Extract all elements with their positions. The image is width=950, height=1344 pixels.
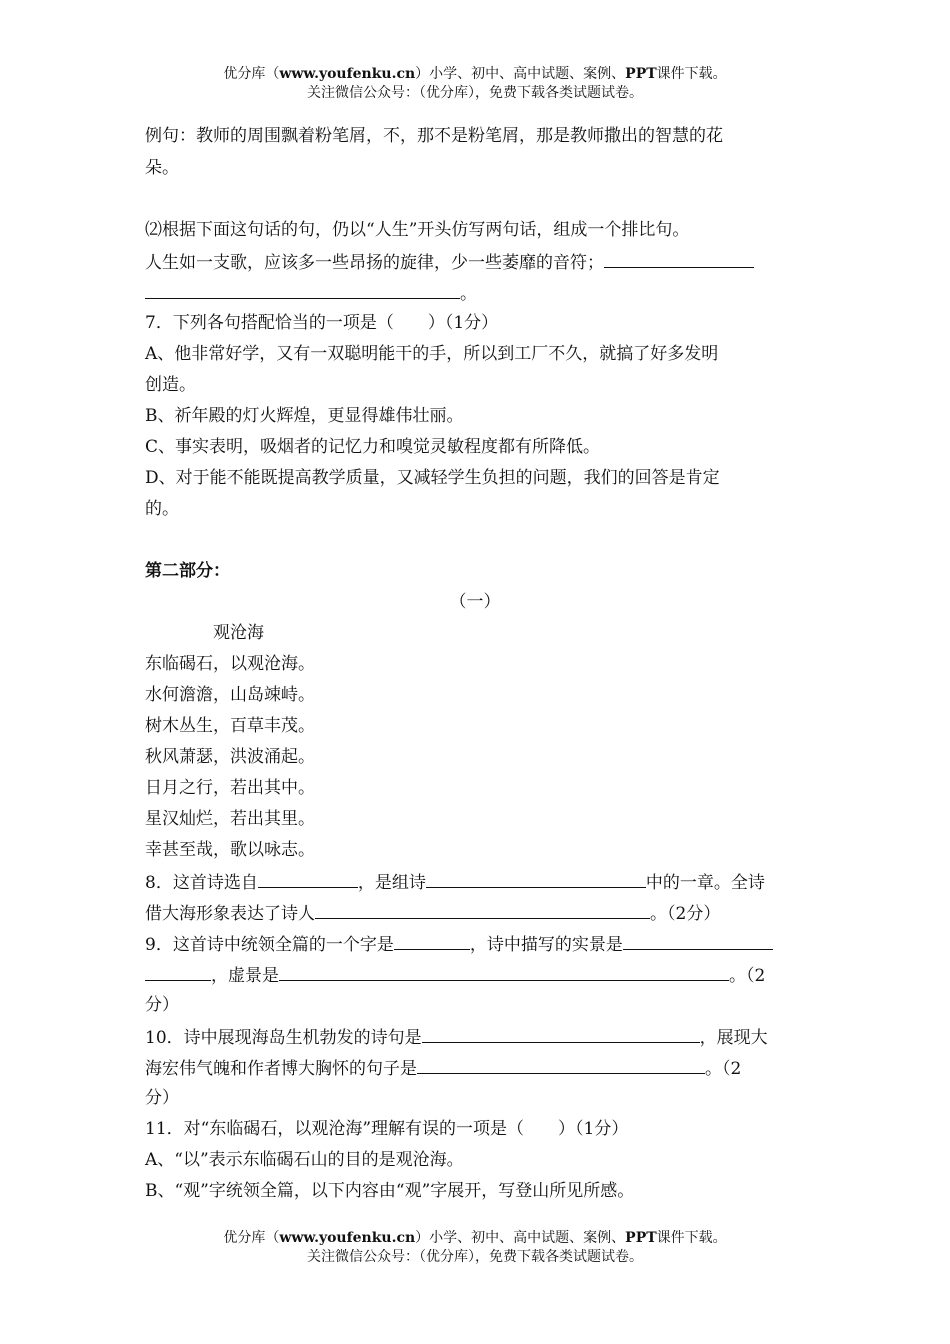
- page-footer: [0, 1229, 950, 1267]
- q9-line-3: 分）: [145, 995, 179, 1015]
- q7-option-a-line-2: 创造。: [145, 375, 196, 395]
- q6-2-line-1: 人生如一支歌，应该多一些昂扬的旋律，少一些萎靡的音符；: [145, 249, 754, 275]
- q10-line-1: 10．诗中展现海岛生机勃发的诗句是 ，展现大: [145, 1024, 768, 1050]
- q8-line-2: 借大海形象表达了诗人 。（2分）: [145, 900, 720, 926]
- q9-line-1: 9．这首诗中统领全篇的一个字是 ，诗中描写的实景是: [145, 931, 773, 957]
- q7-option-a-line-1: A、他非常好学，又有一双聪明能干的手，所以到工厂不久，就搞了好多发明: [145, 344, 719, 364]
- poem-line: 日月之行，若出其中。: [145, 778, 315, 798]
- answer-blank[interactable]: [145, 280, 460, 299]
- header-line-2: 关注微信公众号：（优分库），免费下载各类试题试卷。: [307, 85, 643, 101]
- q10-line-3: 分）: [145, 1088, 179, 1108]
- q7-option-d-line-2: 的。: [145, 499, 179, 519]
- answer-blank[interactable]: [417, 1055, 705, 1074]
- answer-blank[interactable]: [426, 869, 646, 888]
- answer-blank[interactable]: [422, 1024, 700, 1043]
- q8-line-1: 8．这首诗选自 ，是组诗 中的一章。全诗: [145, 869, 765, 895]
- q7-option-b: B、祈年殿的灯火辉煌，更显得雄伟壮丽。: [145, 406, 464, 426]
- poem-line: 秋风萧瑟，洪波涌起。: [145, 747, 315, 767]
- q11-stem: 11．对“东临碣石，以观沧海”理解有误的一项是（ ）（1分）: [145, 1119, 629, 1139]
- q10-line-2: 海宏伟气魄和作者博大胸怀的句子是 。（2: [145, 1055, 741, 1081]
- answer-blank[interactable]: [258, 869, 358, 888]
- q7-option-c: C、事实表明，吸烟者的记忆力和嗅觉灵敏程度都有所降低。: [145, 437, 601, 457]
- answer-blank[interactable]: [604, 249, 754, 268]
- q7-option-d-line-1: D、对于能不能既提高教学质量，又减轻学生负担的问题，我们的回答是肯定: [145, 468, 720, 488]
- footer-line-2: 关注微信公众号：（优分库），免费下载各类试题试卷。: [307, 1249, 643, 1265]
- example-line-2: 朵。: [145, 158, 179, 178]
- q11-option-b: B、“观”字统领全篇，以下内容由“观”字展开，写登山所见所感。: [145, 1181, 635, 1201]
- q6-2-prompt: ⑵根据下面这句话的句，仍以“人生”开头仿写两句话，组成一个排比句。: [145, 220, 690, 240]
- q9-line-2: ，虚景是 。（2: [145, 962, 765, 988]
- answer-blank[interactable]: [394, 931, 470, 950]
- page-header: [0, 65, 950, 103]
- section-number: （一）: [449, 592, 501, 612]
- poem-line: 水何澹澹，山岛竦峙。: [145, 685, 315, 705]
- header-line-1: 优分库（www.youfenku.cn）小学、初中、高中试题、案例、PPT课件下载。: [223, 66, 727, 82]
- poem-line: 东临碣石，以观沧海。: [145, 654, 315, 674]
- q7-stem: 7．下列各句搭配恰当的一项是（ ）（1分）: [145, 313, 499, 333]
- poem-line: 树木丛生，百草丰茂。: [145, 716, 315, 736]
- header-site: www.youfenku.cn: [279, 66, 416, 82]
- footer-line-1: 优分库（www.youfenku.cn）小学、初中、高中试题、案例、PPT课件下载。: [223, 1230, 727, 1246]
- answer-blank[interactable]: [315, 900, 650, 919]
- q6-2-line-2: 。: [145, 280, 477, 306]
- q11-option-a: A、“以”表示东临碣石山的目的是观沧海。: [145, 1150, 464, 1170]
- footer-site: www.youfenku.cn: [279, 1230, 416, 1246]
- answer-blank[interactable]: [623, 931, 773, 950]
- poem-title: 观沧海: [213, 623, 264, 643]
- answer-blank[interactable]: [145, 962, 211, 981]
- poem-line: 幸甚至哉，歌以咏志。: [145, 840, 315, 860]
- answer-blank[interactable]: [279, 962, 729, 981]
- poem-line: 星汉灿烂，若出其里。: [145, 809, 315, 829]
- example-line-1: 例句：教师的周围飘着粉笔屑，不，那不是粉笔屑，那是教师撒出的智慧的花: [145, 126, 723, 146]
- part2-heading: 第二部分：: [145, 561, 230, 581]
